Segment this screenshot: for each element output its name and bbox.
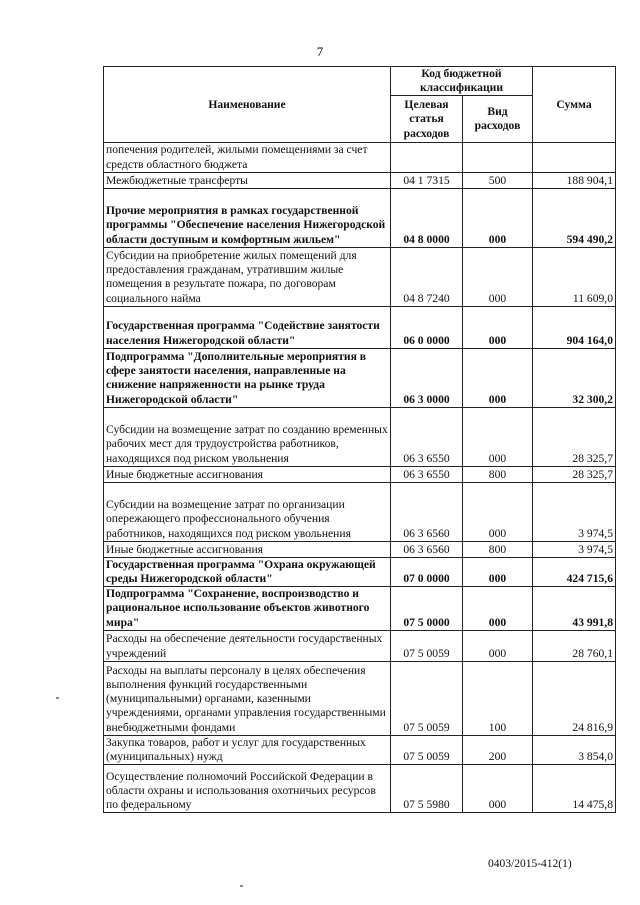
cell-name: Субсидии на возмещение затрат по созданию временных рабочих мест для трудоустройства работников, находящихся под риском увольнения	[104, 407, 391, 466]
cell-code: 07 5 5980	[391, 765, 463, 813]
cell-sum: 24 816,9	[533, 661, 616, 735]
table-row	[104, 661, 616, 735]
cell-sum: 28 760,1	[533, 630, 616, 661]
cell-code: 06 3 6550	[391, 466, 463, 482]
cell-name: Государственная программа "Содействие занятости населения Нижегородской области"	[104, 306, 391, 348]
cell-sum: 28 325,7	[533, 407, 616, 466]
table-row	[104, 587, 616, 631]
cell-name: Подпрограмма "Сохранение, воспроизводство и рациональное использование объектов животного мира"	[104, 587, 391, 631]
cell-sum: 904 164,0	[533, 306, 616, 348]
cell-kind: 200	[463, 735, 533, 764]
cell-sum: 14 475,8	[533, 765, 616, 813]
cell-name: Подпрограмма "Дополнительные мероприятия в сфере занятости населения, направленные на снижение напряженности на рынке труда Нижегородской области"	[104, 348, 391, 407]
cell-kind: 000	[463, 587, 533, 631]
cell-sum: 594 490,2	[533, 188, 616, 247]
header-kbk: Код бюджетной классификации	[391, 67, 533, 96]
cell-name: Межбюджетные трансферты	[104, 172, 391, 188]
cell-sum: 43 991,8	[533, 587, 616, 631]
cell-kind: 500	[463, 172, 533, 188]
cell-code: 07 5 0059	[391, 735, 463, 764]
cell-name: Иные бюджетные ассигнования	[104, 541, 391, 557]
cell-kind: 000	[463, 765, 533, 813]
cell-code: 04 8 7240	[391, 247, 463, 306]
cell-name: Расходы на обеспечение деятельности государственных учреждений	[104, 630, 391, 661]
cell-name: Иные бюджетные ассигнования	[104, 466, 391, 482]
cell-name: Государственная программа "Охрана окружающей среды Нижегородской области"	[104, 557, 391, 586]
table-row	[104, 348, 616, 407]
budget-table	[103, 66, 616, 813]
table-row	[104, 735, 616, 764]
header-sum: Сумма	[533, 67, 616, 143]
cell-code: 07 5 0059	[391, 661, 463, 735]
cell-name: Прочие мероприятия в рамках государственной программы "Обеспечение населения Нижегородской области доступным и комфортным жильем"	[104, 188, 391, 247]
cell-code	[391, 143, 463, 172]
table-body	[104, 143, 616, 813]
cell-sum: 424 715,6	[533, 557, 616, 586]
header-name: Наименование	[104, 67, 391, 143]
cell-code: 04 8 0000	[391, 188, 463, 247]
cell-name: Субсидии на приобретение жилых помещений для предоставления гражданам, утратившим жилые помещения в результате пожара, по договорам социального найма	[104, 247, 391, 306]
table-row	[104, 188, 616, 247]
cell-code: 06 3 6560	[391, 541, 463, 557]
table-row	[104, 407, 616, 466]
cell-code: 06 3 0000	[391, 348, 463, 407]
scan-artifact	[56, 697, 59, 699]
cell-code: 07 0 0000	[391, 557, 463, 586]
cell-kind: 000	[463, 247, 533, 306]
cell-code: 06 0 0000	[391, 306, 463, 348]
cell-kind: 000	[463, 188, 533, 247]
cell-name: Закупка товаров, работ и услуг для государственных (муниципальных) нужд	[104, 735, 391, 764]
cell-sum: 11 609,0	[533, 247, 616, 306]
cell-sum	[533, 143, 616, 172]
cell-kind: 000	[463, 407, 533, 466]
cell-code: 07 5 0059	[391, 630, 463, 661]
cell-sum: 188 904,1	[533, 172, 616, 188]
cell-name: Осуществление полномочий Российской Федерации в области охраны и использования охотничьих ресурсов по федеральному	[104, 765, 391, 813]
cell-kind: 800	[463, 466, 533, 482]
cell-sum: 28 325,7	[533, 466, 616, 482]
table-row	[104, 557, 616, 586]
cell-kind	[463, 143, 533, 172]
cell-code: 06 3 6560	[391, 482, 463, 541]
table-row	[104, 143, 616, 172]
cell-code: 06 3 6550	[391, 407, 463, 466]
cell-code: 04 1 7315	[391, 172, 463, 188]
table-row	[104, 630, 616, 661]
cell-kind: 000	[463, 482, 533, 541]
cell-kind: 100	[463, 661, 533, 735]
cell-sum: 3 974,5	[533, 482, 616, 541]
scan-artifact	[240, 885, 243, 887]
table-row	[104, 765, 616, 813]
header-kind: Вид расходов	[463, 96, 533, 143]
header-target: Целевая статья расходов	[391, 96, 463, 143]
cell-code: 07 5 0000	[391, 587, 463, 631]
document-code: 0403/2015-412(1)	[488, 858, 572, 870]
table-row	[104, 482, 616, 541]
cell-kind: 000	[463, 348, 533, 407]
table-row	[104, 541, 616, 557]
table-row	[104, 306, 616, 348]
table-row	[104, 247, 616, 306]
cell-sum: 3 974,5	[533, 541, 616, 557]
cell-name: Субсидии на возмещение затрат по организации опережающего профессионального обучения работников, находящихся под риском увольнения	[104, 482, 391, 541]
cell-sum: 3 854,0	[533, 735, 616, 764]
page-number: 7	[316, 44, 324, 59]
cell-kind: 000	[463, 557, 533, 586]
cell-name: попечения родителей, жилыми помещениями за счет средств областного бюджета	[104, 143, 391, 172]
cell-kind: 800	[463, 541, 533, 557]
cell-name: Расходы на выплаты персоналу в целях обеспечения выполнения функций государственными (муниципальными) органами, казенными учреждениями, органами управления государственными внебюджетными фондами	[104, 661, 391, 735]
table-row	[104, 172, 616, 188]
cell-sum: 32 300,2	[533, 348, 616, 407]
table-row	[104, 466, 616, 482]
cell-kind: 000	[463, 306, 533, 348]
cell-kind: 000	[463, 630, 533, 661]
